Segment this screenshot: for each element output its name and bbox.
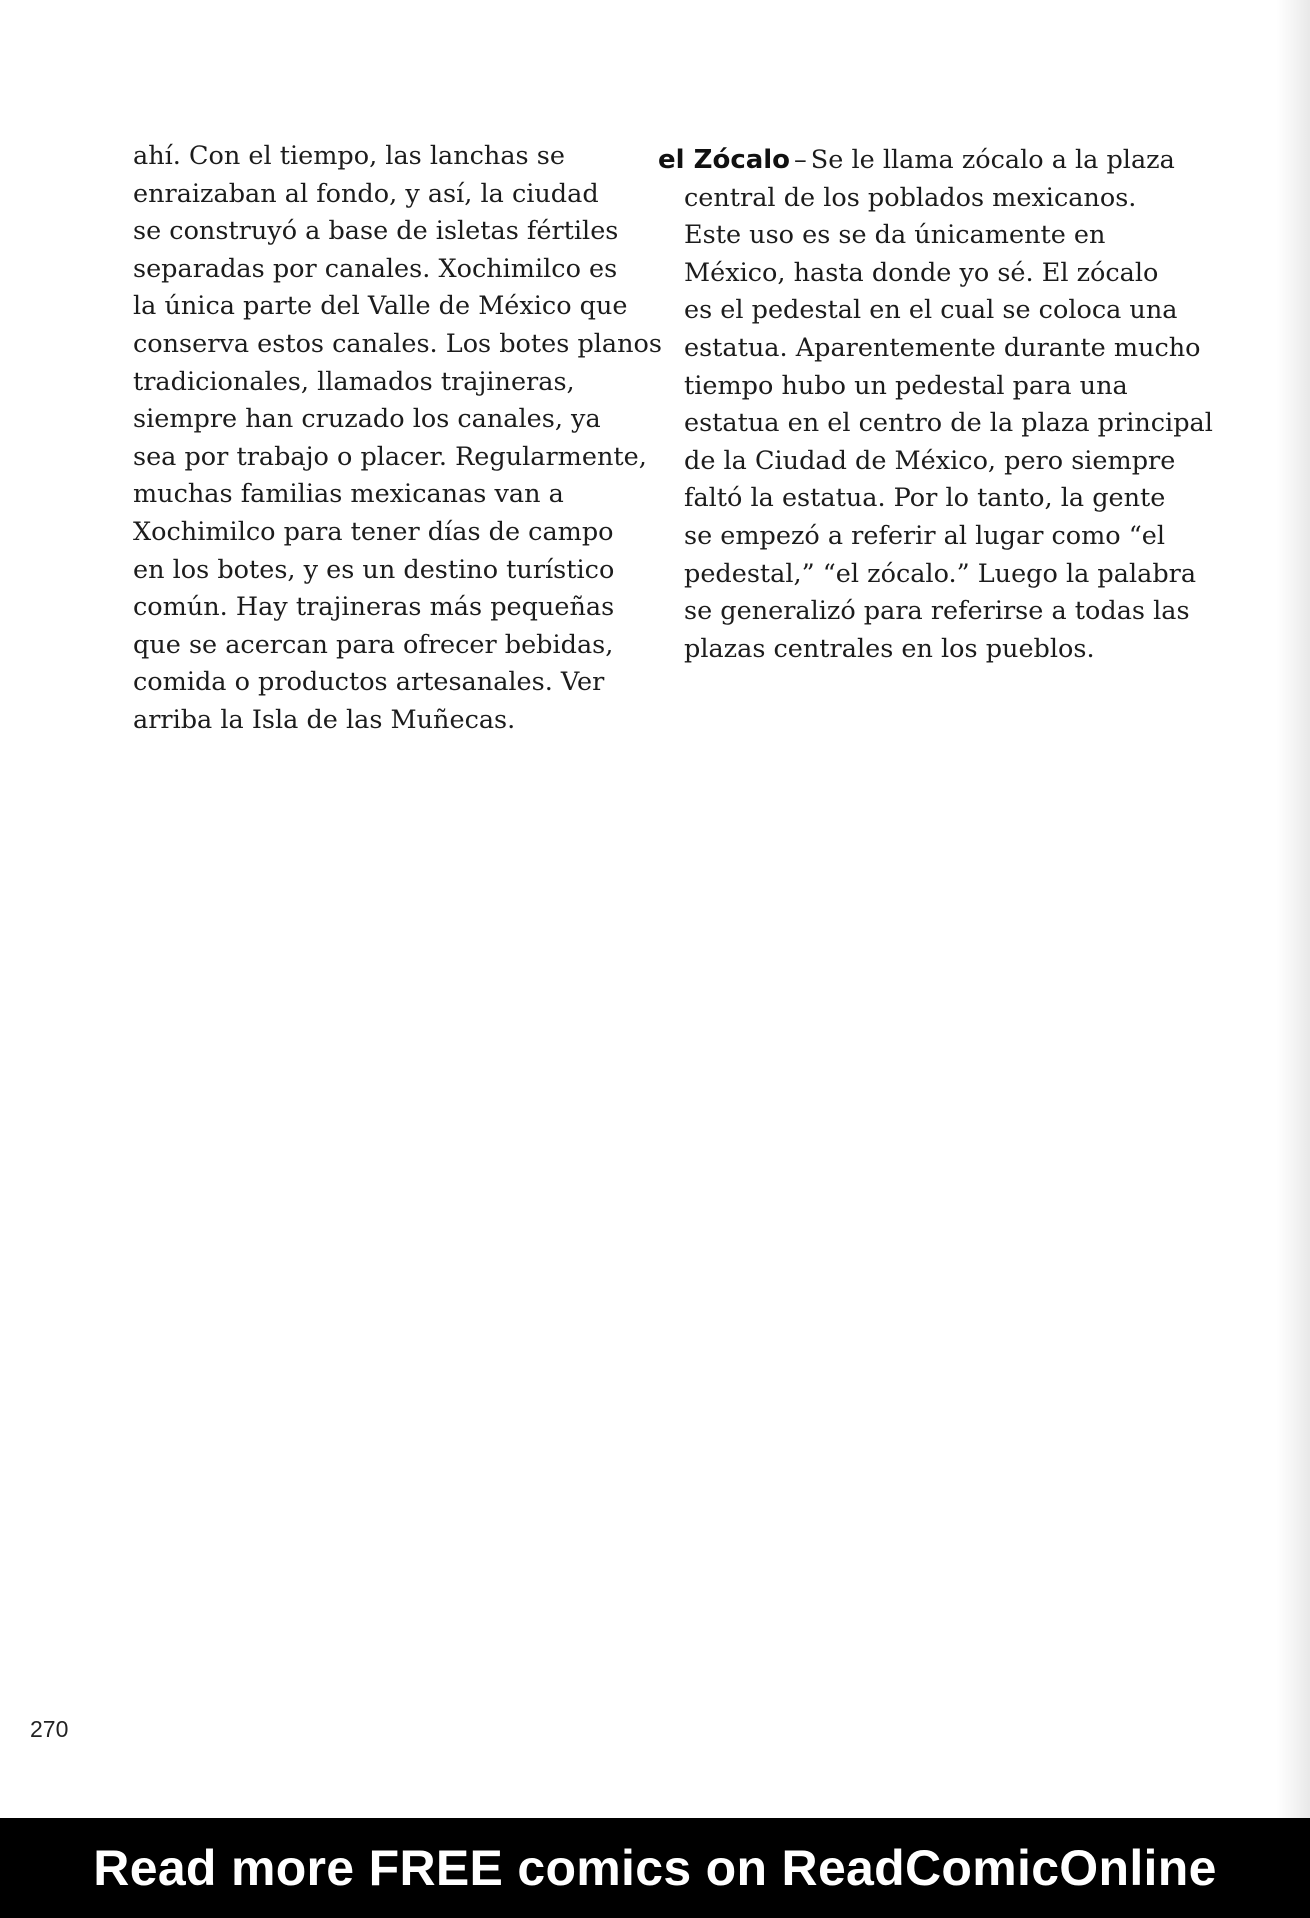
text-line: se empezó a referir al lugar como “el <box>684 520 1166 551</box>
page-edge-shadow <box>1276 0 1310 1818</box>
text-line: arriba la Isla de las Muñecas. <box>133 704 516 735</box>
text-line: muchas familias mexicanas van a <box>133 479 564 510</box>
text-line: estatua. Aparentemente durante mucho <box>684 332 1201 363</box>
text-line: central de los poblados mexicanos. <box>684 182 1137 213</box>
text-line: se construyó a base de isletas fértiles <box>133 216 619 247</box>
term-dash: – <box>794 145 807 175</box>
right-text-column <box>658 142 1213 668</box>
text-line: plazas centrales en los pueblos. <box>684 633 1095 664</box>
text-line: que se acercan para ofrecer bebidas, <box>133 629 614 660</box>
promo-banner[interactable] <box>0 1818 1310 1918</box>
text-line: comida o productos artesanales. Ver <box>133 667 605 698</box>
left-text-column <box>133 138 662 740</box>
promo-banner-text[interactable]: Read more FREE comics on ReadComicOnline <box>93 1840 1217 1896</box>
text-line: sea por trabajo o placer. Regularmente, <box>133 441 647 472</box>
text-line: siempre han cruzado los canales, ya <box>133 404 601 435</box>
text-line: México, hasta donde yo sé. El zócalo <box>684 257 1159 288</box>
text-line: pedestal,” “el zócalo.” Luego la palabra <box>684 558 1197 589</box>
page-number: 270 <box>30 1716 69 1742</box>
text-line: Se le llama zócalo a la plaza <box>810 145 1175 175</box>
text-line: se generalizó para referirse a todas las <box>684 596 1190 627</box>
text-line: la única parte del Valle de México que <box>133 291 628 322</box>
glossary-entry-first-line <box>658 142 1198 180</box>
text-line: ahí. Con el tiempo, las lanchas se <box>133 141 565 171</box>
text-line: conserva estos canales. Los botes planos <box>133 328 662 359</box>
text-line: de la Ciudad de México, pero siempre <box>684 445 1176 476</box>
text-line: común. Hay trajineras más pequeñas <box>133 592 615 623</box>
text-line: tradicionales, llamados trajineras, <box>133 366 575 397</box>
glossary-term: el Zócalo <box>658 145 791 175</box>
text-line: separadas por canales. Xochimilco es <box>133 253 618 284</box>
text-line: Este uso es se da únicamente en <box>684 220 1106 251</box>
text-line: Xochimilco para tener días de campo <box>133 516 614 547</box>
text-line: en los botes, y es un destino turístico <box>133 554 615 585</box>
text-line: es el pedestal en el cual se coloca una <box>684 295 1178 326</box>
text-line: tiempo hubo un pedestal para una <box>684 370 1128 401</box>
text-line: faltó la estatua. Por lo tanto, la gente <box>684 483 1166 514</box>
text-line: estatua en el centro de la plaza principal <box>684 408 1213 439</box>
text-line: enraizaban al fondo, y así, la ciudad <box>133 178 599 209</box>
